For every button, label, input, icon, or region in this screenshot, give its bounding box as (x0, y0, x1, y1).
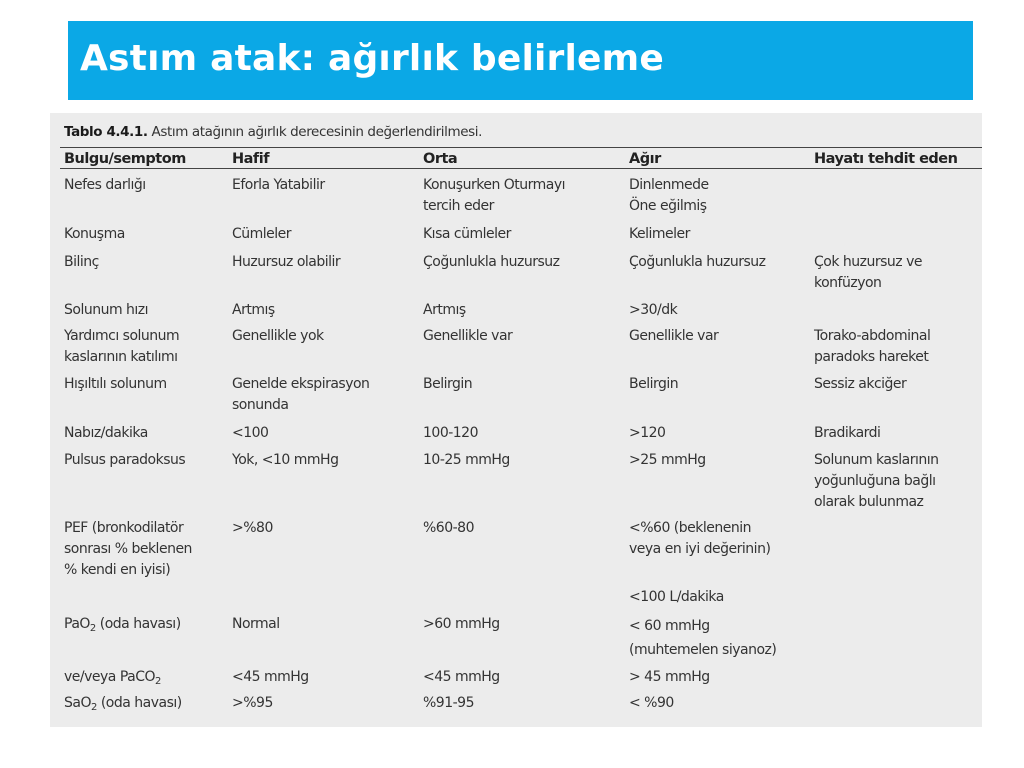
header-finding: Bulgu/semptom (64, 151, 186, 167)
table-cell: <100 L/dakika (629, 589, 724, 605)
table-cell: <45 mmHg (232, 669, 309, 685)
title-banner (68, 21, 973, 100)
table-cell: Genellikle var (423, 328, 513, 344)
sao2-subscript: 2 (91, 702, 97, 713)
table-cell: Kelimeler (629, 226, 690, 242)
table-cell: Huzursuz olabilir (232, 254, 341, 270)
table-cell: Torako-abdominal paradoks hareket (814, 328, 931, 365)
table-cell: Belirgin (629, 376, 679, 392)
table-cell: Pulsus paradoksus (64, 452, 186, 468)
sao2-note: (oda havası) (96, 695, 182, 711)
table-cell: >120 (629, 425, 666, 441)
table-cell: Artmış (423, 302, 466, 318)
table-cell (64, 667, 224, 692)
table-cell: Genellikle var (629, 328, 719, 344)
table-cell: PEF (bronkodilatör sonrası % beklenen % kendi en iyisi) (64, 520, 192, 578)
table-cell: %60-80 (423, 520, 474, 536)
table-cell: Belirgin (423, 376, 473, 392)
table-caption (64, 124, 482, 140)
table-cell: Çok huzursuz ve konfüzyon (814, 254, 922, 291)
table-cell: Sessiz akciğer (814, 376, 907, 392)
table-cell: Hışıltılı solunum (64, 376, 167, 392)
caption-text: Astım atağının ağırlık derecesinin değerlendirilmesi. (147, 124, 483, 140)
header-mild: Hafif (232, 151, 270, 167)
table-cell: >60 mmHg (423, 616, 500, 632)
table-cell: Kısa cümleler (423, 226, 511, 242)
table-cell (64, 693, 224, 718)
table-cell: Çoğunlukla huzursuz (423, 254, 560, 270)
table-cell: Konuşma (64, 226, 125, 242)
paco2-subscript: 2 (155, 676, 161, 687)
caption-label: Tablo 4.4.1. (64, 124, 148, 140)
severity-table (50, 113, 982, 727)
table-cell: <45 mmHg (423, 669, 500, 685)
table-cell: > 45 mmHg (629, 669, 710, 685)
table-cell: Çoğunlukla huzursuz (629, 254, 766, 270)
pao2-label: PaO (64, 616, 90, 632)
sao2-label: SaO (64, 695, 91, 711)
table-cell: Nabız/dakika (64, 425, 148, 441)
pao2-subscript: 2 (89, 623, 96, 634)
table-cell: Nefes darlığı (64, 177, 146, 193)
table-cell: Dinlenmede Öne eğilmiş (629, 177, 709, 214)
pao2-note: (oda havası) (95, 616, 181, 632)
table-cell: <%60 (beklenenin veya en iyi değerinin) (629, 520, 771, 557)
table-cell: Genellikle yok (232, 328, 324, 344)
table-cell: >25 mmHg (629, 452, 706, 468)
table-cell (64, 614, 224, 639)
table-cell: Bradikardi (814, 425, 881, 441)
table-cell: >%80 (232, 520, 273, 536)
table-cell: >%95 (232, 695, 273, 711)
header-moderate: Orta (423, 151, 458, 167)
table-cell: Genelde ekspirasyon sonunda (232, 376, 370, 413)
table-cell: Solunum kaslarının yoğunluğuna bağlı olarak bulunmaz (814, 452, 939, 510)
table-cell: <100 (232, 425, 269, 441)
table-cell: Yok, <10 mmHg (232, 452, 339, 468)
table-cell: < %90 (629, 695, 674, 711)
table-cell: Eforla Yatabilir (232, 177, 325, 193)
table-cell: >30/dk (629, 302, 678, 318)
table-cell: Bilinç (64, 254, 99, 270)
table-cell: 10-25 mmHg (423, 452, 510, 468)
header-severe: Ağır (629, 151, 661, 167)
table-top-rule (60, 147, 982, 148)
table-cell: Cümleler (232, 226, 292, 242)
table-cell: Artmış (232, 302, 275, 318)
table-cell: Yardımcı solunum kaslarının katılımı (64, 328, 180, 365)
paco2-label: ve/veya PaCO (64, 669, 156, 685)
header-life-threatening: Hayatı tehdit eden (814, 151, 958, 167)
table-cell: %91-95 (423, 695, 474, 711)
table-cell: Solunum hızı (64, 302, 149, 318)
table-cell: Konuşurken Oturmayı tercih eder (423, 177, 566, 214)
table-cell: < 60 mmHg (muhtemelen siyanoz) (629, 618, 777, 658)
table-cell: Normal (232, 616, 280, 632)
slide-title: Astım atak: ağırlık belirleme (80, 38, 664, 79)
table-cell: 100-120 (423, 425, 478, 441)
table-header-rule (60, 168, 982, 169)
